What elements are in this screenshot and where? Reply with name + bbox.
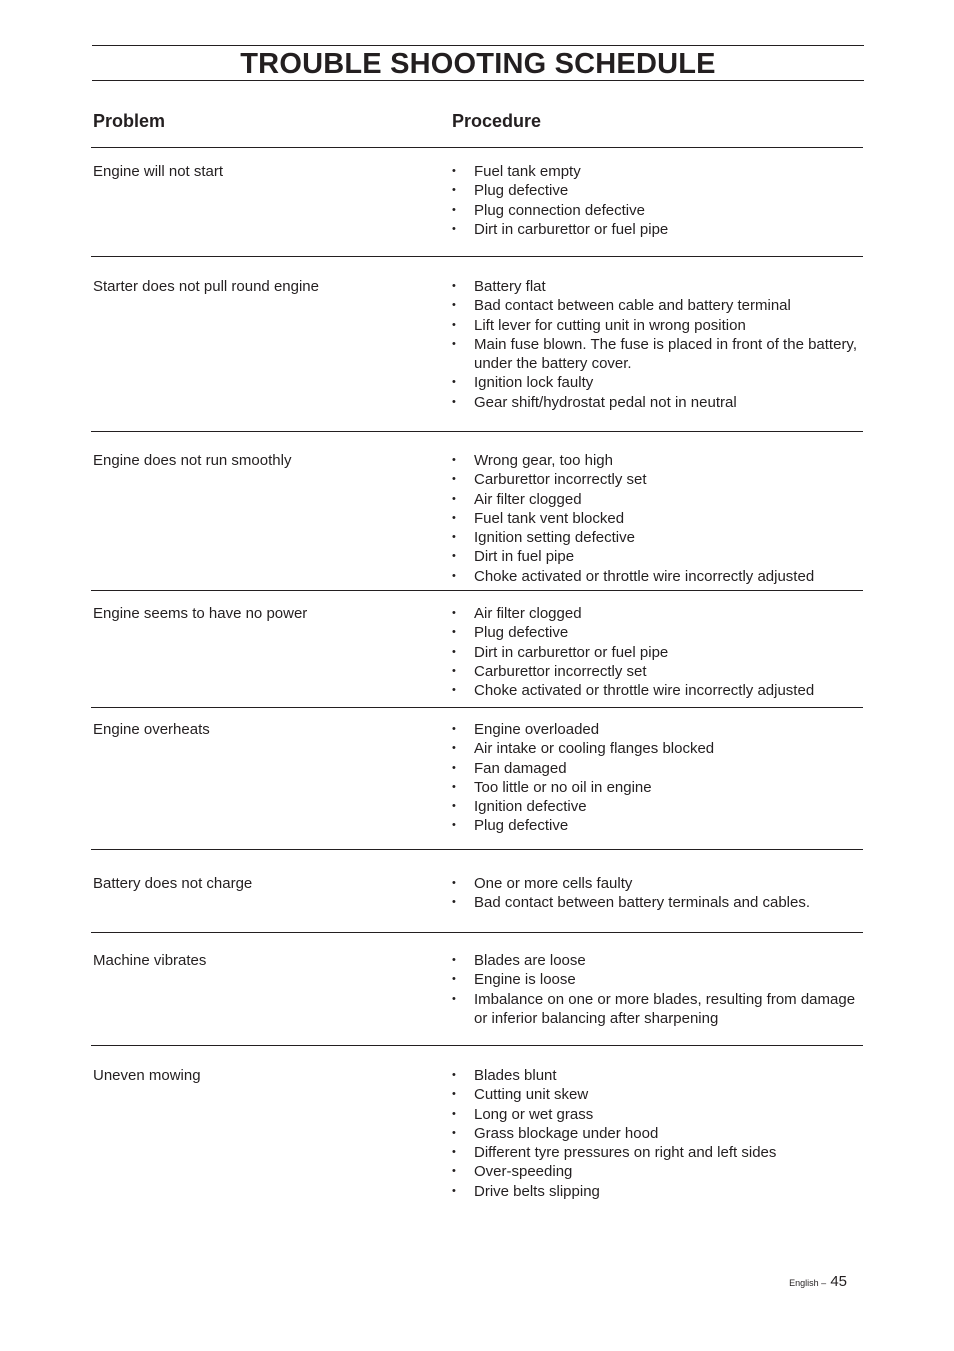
procedure-step: • Ignition lock faulty [452, 373, 862, 392]
header-divider [91, 147, 863, 148]
procedure-list [452, 277, 862, 412]
procedure-step: • Air filter clogged [452, 490, 862, 509]
procedure-step: • Carburettor incorrectly set [452, 470, 862, 489]
row-divider [91, 256, 863, 257]
procedure-step: • Blades blunt [452, 1066, 862, 1085]
row-divider [91, 590, 863, 591]
row-divider [91, 431, 863, 432]
procedure-step: • Engine is loose [452, 970, 862, 989]
procedure-step: • Wrong gear, too high [452, 451, 862, 470]
procedure-step: • Air intake or cooling flanges blocked [452, 739, 862, 758]
procedure-step: • Carburettor incorrectly set [452, 662, 862, 681]
procedure-step: • Plug defective [452, 816, 862, 835]
procedure-column-header: Procedure [452, 111, 542, 131]
procedure-step: • Bad contact between cable and battery terminal [452, 296, 862, 315]
procedure-step: • One or more cells faulty [452, 874, 862, 893]
page-footer [789, 1273, 847, 1290]
row-divider [91, 1045, 863, 1046]
footer-language: English – [789, 1278, 827, 1288]
procedure-step: • Plug connection defective [452, 201, 862, 220]
problem-machine-vibrates: Machine vibrates [93, 952, 207, 969]
title-bar [92, 45, 864, 81]
procedure-list [452, 451, 862, 586]
procedure-step: • Choke activated or throttle wire incorrectly adjusted [452, 567, 862, 586]
procedure-step: • Plug defective [452, 181, 862, 200]
procedure-list [452, 1066, 862, 1201]
problem-uneven-mowing: Uneven mowing [93, 1067, 201, 1084]
row-divider [91, 849, 863, 850]
procedure-step: • Blades are loose [452, 951, 862, 970]
problem-battery-does-not-charge: Battery does not charge [93, 875, 253, 892]
problem-engine-no-power: Engine seems to have no power [93, 605, 308, 622]
procedure-step: • Gear shift/hydrostat pedal not in neutral [452, 393, 862, 412]
page-number: 45 [830, 1273, 847, 1290]
procedure-list [452, 162, 862, 239]
procedure-step: • Engine overloaded [452, 720, 862, 739]
procedure-list [452, 951, 862, 1028]
procedure-step: • Bad contact between battery terminals and cables. [452, 893, 862, 912]
procedure-step: • Imbalance on one or more blades, resulting from damage or inferior balancing after sharpening [452, 990, 862, 1029]
procedure-list [452, 874, 862, 913]
problem-engine-does-not-run-smoothly: Engine does not run smoothly [93, 452, 292, 469]
procedure-step: • Dirt in carburettor or fuel pipe [452, 643, 862, 662]
procedure-list [452, 604, 862, 700]
procedure-step: • Fuel tank empty [452, 162, 862, 181]
procedure-step: • Different tyre pressures on right and left sides [452, 1143, 862, 1162]
procedure-step: • Plug defective [452, 623, 862, 642]
procedure-step: • Dirt in fuel pipe [452, 547, 862, 566]
procedure-step: • Over-speeding [452, 1162, 862, 1181]
procedure-step: • Choke activated or throttle wire incorrectly adjusted [452, 681, 862, 700]
procedure-step: • Long or wet grass [452, 1105, 862, 1124]
problem-engine-overheats: Engine overheats [93, 721, 210, 738]
page-title: TROUBLE SHOOTING SCHEDULE [240, 48, 716, 80]
procedure-step: • Drive belts slipping [452, 1182, 862, 1201]
procedure-step: • Dirt in carburettor or fuel pipe [452, 220, 862, 239]
problem-column-header: Problem [93, 111, 166, 131]
row-divider [91, 707, 863, 708]
procedure-list [452, 720, 862, 836]
problem-starter-does-not-pull: Starter does not pull round engine [93, 278, 319, 295]
procedure-step: • Ignition defective [452, 797, 862, 816]
procedure-step: • Main fuse blown. The fuse is placed in front of the battery, under the battery cover. [452, 335, 862, 374]
procedure-step: • Fan damaged [452, 759, 862, 778]
procedure-step: • Grass blockage under hood [452, 1124, 862, 1143]
procedure-step: • Battery flat [452, 277, 862, 296]
problem-engine-will-not-start: Engine will not start [93, 163, 224, 180]
procedure-step: • Cutting unit skew [452, 1085, 862, 1104]
procedure-step: • Air filter clogged [452, 604, 862, 623]
row-divider [91, 932, 863, 933]
procedure-step: • Fuel tank vent blocked [452, 509, 862, 528]
procedure-step: • Too little or no oil in engine [452, 778, 862, 797]
procedure-step: • Lift lever for cutting unit in wrong position [452, 316, 862, 335]
procedure-step: • Ignition setting defective [452, 528, 862, 547]
